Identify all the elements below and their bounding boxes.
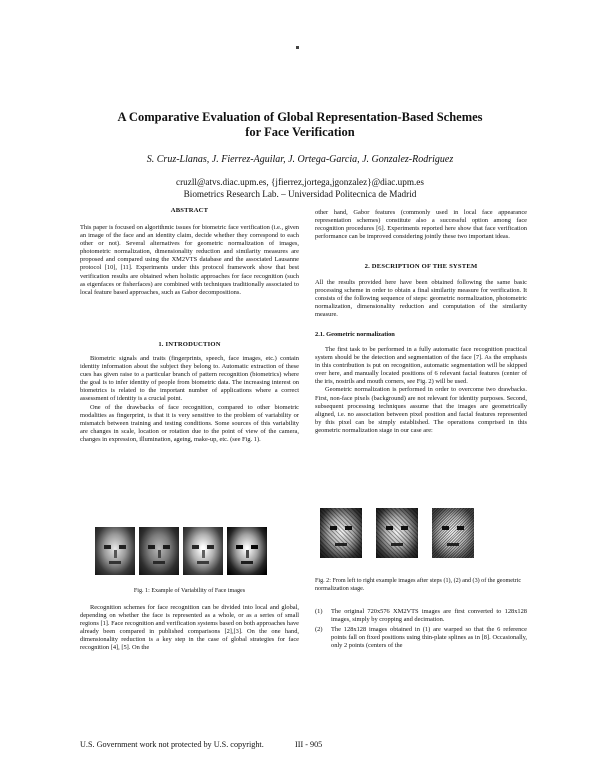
- abstract-heading: ABSTRACT: [170, 207, 209, 214]
- intro-paragraph-2: One of the drawbacks of face recognition, compared to other biometric modalities as fingerprint, is that it is very sensitive to the problem of variability or mismatch between training and testing conditions. Some sources of this variability are changes in scale, location or rotation due to the point of view of the camera, changes in expression, illumination, ageing, make-up, etc. (see Fig. 1).: [80, 403, 299, 443]
- list-number: (2): [315, 626, 323, 634]
- affiliation: Biometrics Research Lab. – Universidad Politecnica de Madrid: [183, 189, 417, 199]
- title-line-1: A Comparative Evaluation of Global Representation-Based Schemes: [117, 110, 483, 124]
- abstract-body: [80, 224, 299, 297]
- list-item: [315, 608, 527, 624]
- face-image: [139, 527, 179, 575]
- figure-1-images: [95, 527, 267, 575]
- figure-2-caption: Fig. 2: From left to right example images after steps (1), (2) and (3) of the geometric normalization stage.: [315, 578, 522, 592]
- author-list: S. Cruz-Llanas, J. Fierrez-Aguilar, J. Ortega-Garcia, J. Gonzalez-Rodriguez: [146, 154, 454, 165]
- subsection-paragraph-2: Geometric normalization is performed in order to overcome two drawbacks. First, non-face pixels (background) are not relevant for identity purposes. Second, subsequent processing techniques assume that the images are geometrically aligned, i.e. no association between pixel position and facial features represented by this pixel can be simply established. The operations comprised in this geometric normalization stage in our case are:: [315, 386, 527, 434]
- face-image: [95, 527, 135, 575]
- face-image: [432, 508, 474, 558]
- scan-speck: [296, 46, 299, 49]
- intro-paragraph-3: Recognition schemes for face recognition can be divided into local and global, depending on whether the face is represented as a whole, or as a series of small regions [1]. Face recognition and verification systems based on both approaches have already been compared in published comparisons [2],[3]. On the one hand, dimensionality reduction is a key step in the case of global strategies for face recognition [4], [5]. On the: [80, 604, 299, 652]
- section-2-heading: 2. DESCRIPTION OF THE SYSTEM: [364, 263, 478, 270]
- introduction-body-continued: [80, 604, 299, 653]
- normalization-steps-list: [315, 608, 527, 650]
- section-2-body: [315, 279, 527, 319]
- abstract-text: This paper is focused on algorithmic issues for biometric face verification (i.e., given an image of the face and an identity claim, decide whether they correspond to each other or not). Several alternatives for geometric normalization of images, photometric normalization, dimensionality reduction and similarity measures are proposed and compared using the XM2VTS database and the associated Lausanne protocol [10], [11]. Experiments under this protocol framework show that best verification results are obtained when holistic approaches for face recognition (such as eigenfaces or fisherfaces) are combined with techniques traditionally associated to local feature based approaches, such as Gabor decompositions.: [80, 224, 299, 296]
- copyright-notice: U.S. Government work not protected by U.S. copyright.: [80, 740, 264, 749]
- intro-paragraph-1: Biometric signals and traits (fingerprints, speech, face images, etc.) contain identity information about the subject they belong to. Automatic extraction of these cues has given raise to a particular branch of pattern recognition (biometrics) where the goal is to infer identity of people from biometric data. The increasing interest on biometrics is related to the important number of applications where a correct assessment of identity is a crucial point.: [80, 355, 299, 403]
- subsection-2-1-heading: 2.1. Geometric normalization: [315, 331, 395, 338]
- face-image: [376, 508, 418, 558]
- introduction-body: [80, 355, 299, 444]
- author-emails: cruzll@atvs.diac.upm.es, {jfierrez,jortega,jgonzalez}@diac.upm.es: [176, 177, 424, 187]
- face-image: [227, 527, 267, 575]
- list-number: (1): [315, 608, 323, 615]
- section-2-paragraph: All the results provided here have been obtained following the same basic processing scheme in order to obtain a final similarity measure for verification. It consists of the following sequence of steps: geometric normalization, photometric normalization, dimensionality reduction and computation of the similarity measure.: [315, 279, 527, 319]
- list-item: [315, 626, 527, 650]
- face-image: [320, 508, 362, 558]
- subsection-paragraph-1: The first task to be performed in a fully automatic face recognition practical system should be the detection and segmentation of the face [7]. As the emphasis in this contribution is put on recognition, automatic segmentation will be skipped over here, and manually located positions of 6 relevant facial features (center of the iris, nostrils and mouth corners, see Fig. 2) will be used.: [315, 346, 527, 386]
- paper-title: [80, 110, 520, 140]
- page-number: III - 905: [295, 740, 323, 749]
- figure-2-images: [320, 508, 474, 558]
- introduction-heading: 1. INTRODUCTION: [158, 341, 221, 348]
- subsection-2-1-body: [315, 346, 527, 435]
- figure-1-caption: Fig. 1: Example of Variability of Face images: [133, 588, 246, 594]
- list-text: The 128x128 images obtained in (1) are warped so that the 6 reference points fall on fixed positions using thin-plate splines as in [8]. Occasionally, only 2 points (centers of the: [331, 626, 527, 650]
- list-text: The original 720x576 XM2VTS images are first converted to 128x128 images, simply by cropping and decimation.: [331, 608, 527, 624]
- face-image: [183, 527, 223, 575]
- title-line-2: for Face Verification: [245, 125, 355, 139]
- right-column-intro: [315, 209, 527, 241]
- intro-paragraph-continued: other hand, Gabor features (commonly used in local face appearance representation schemes) constitute also a successful option among face recognition procedures [6]. Experiments reported here show that face verification performance can be improved considering jointly these two important ideas.: [315, 209, 527, 241]
